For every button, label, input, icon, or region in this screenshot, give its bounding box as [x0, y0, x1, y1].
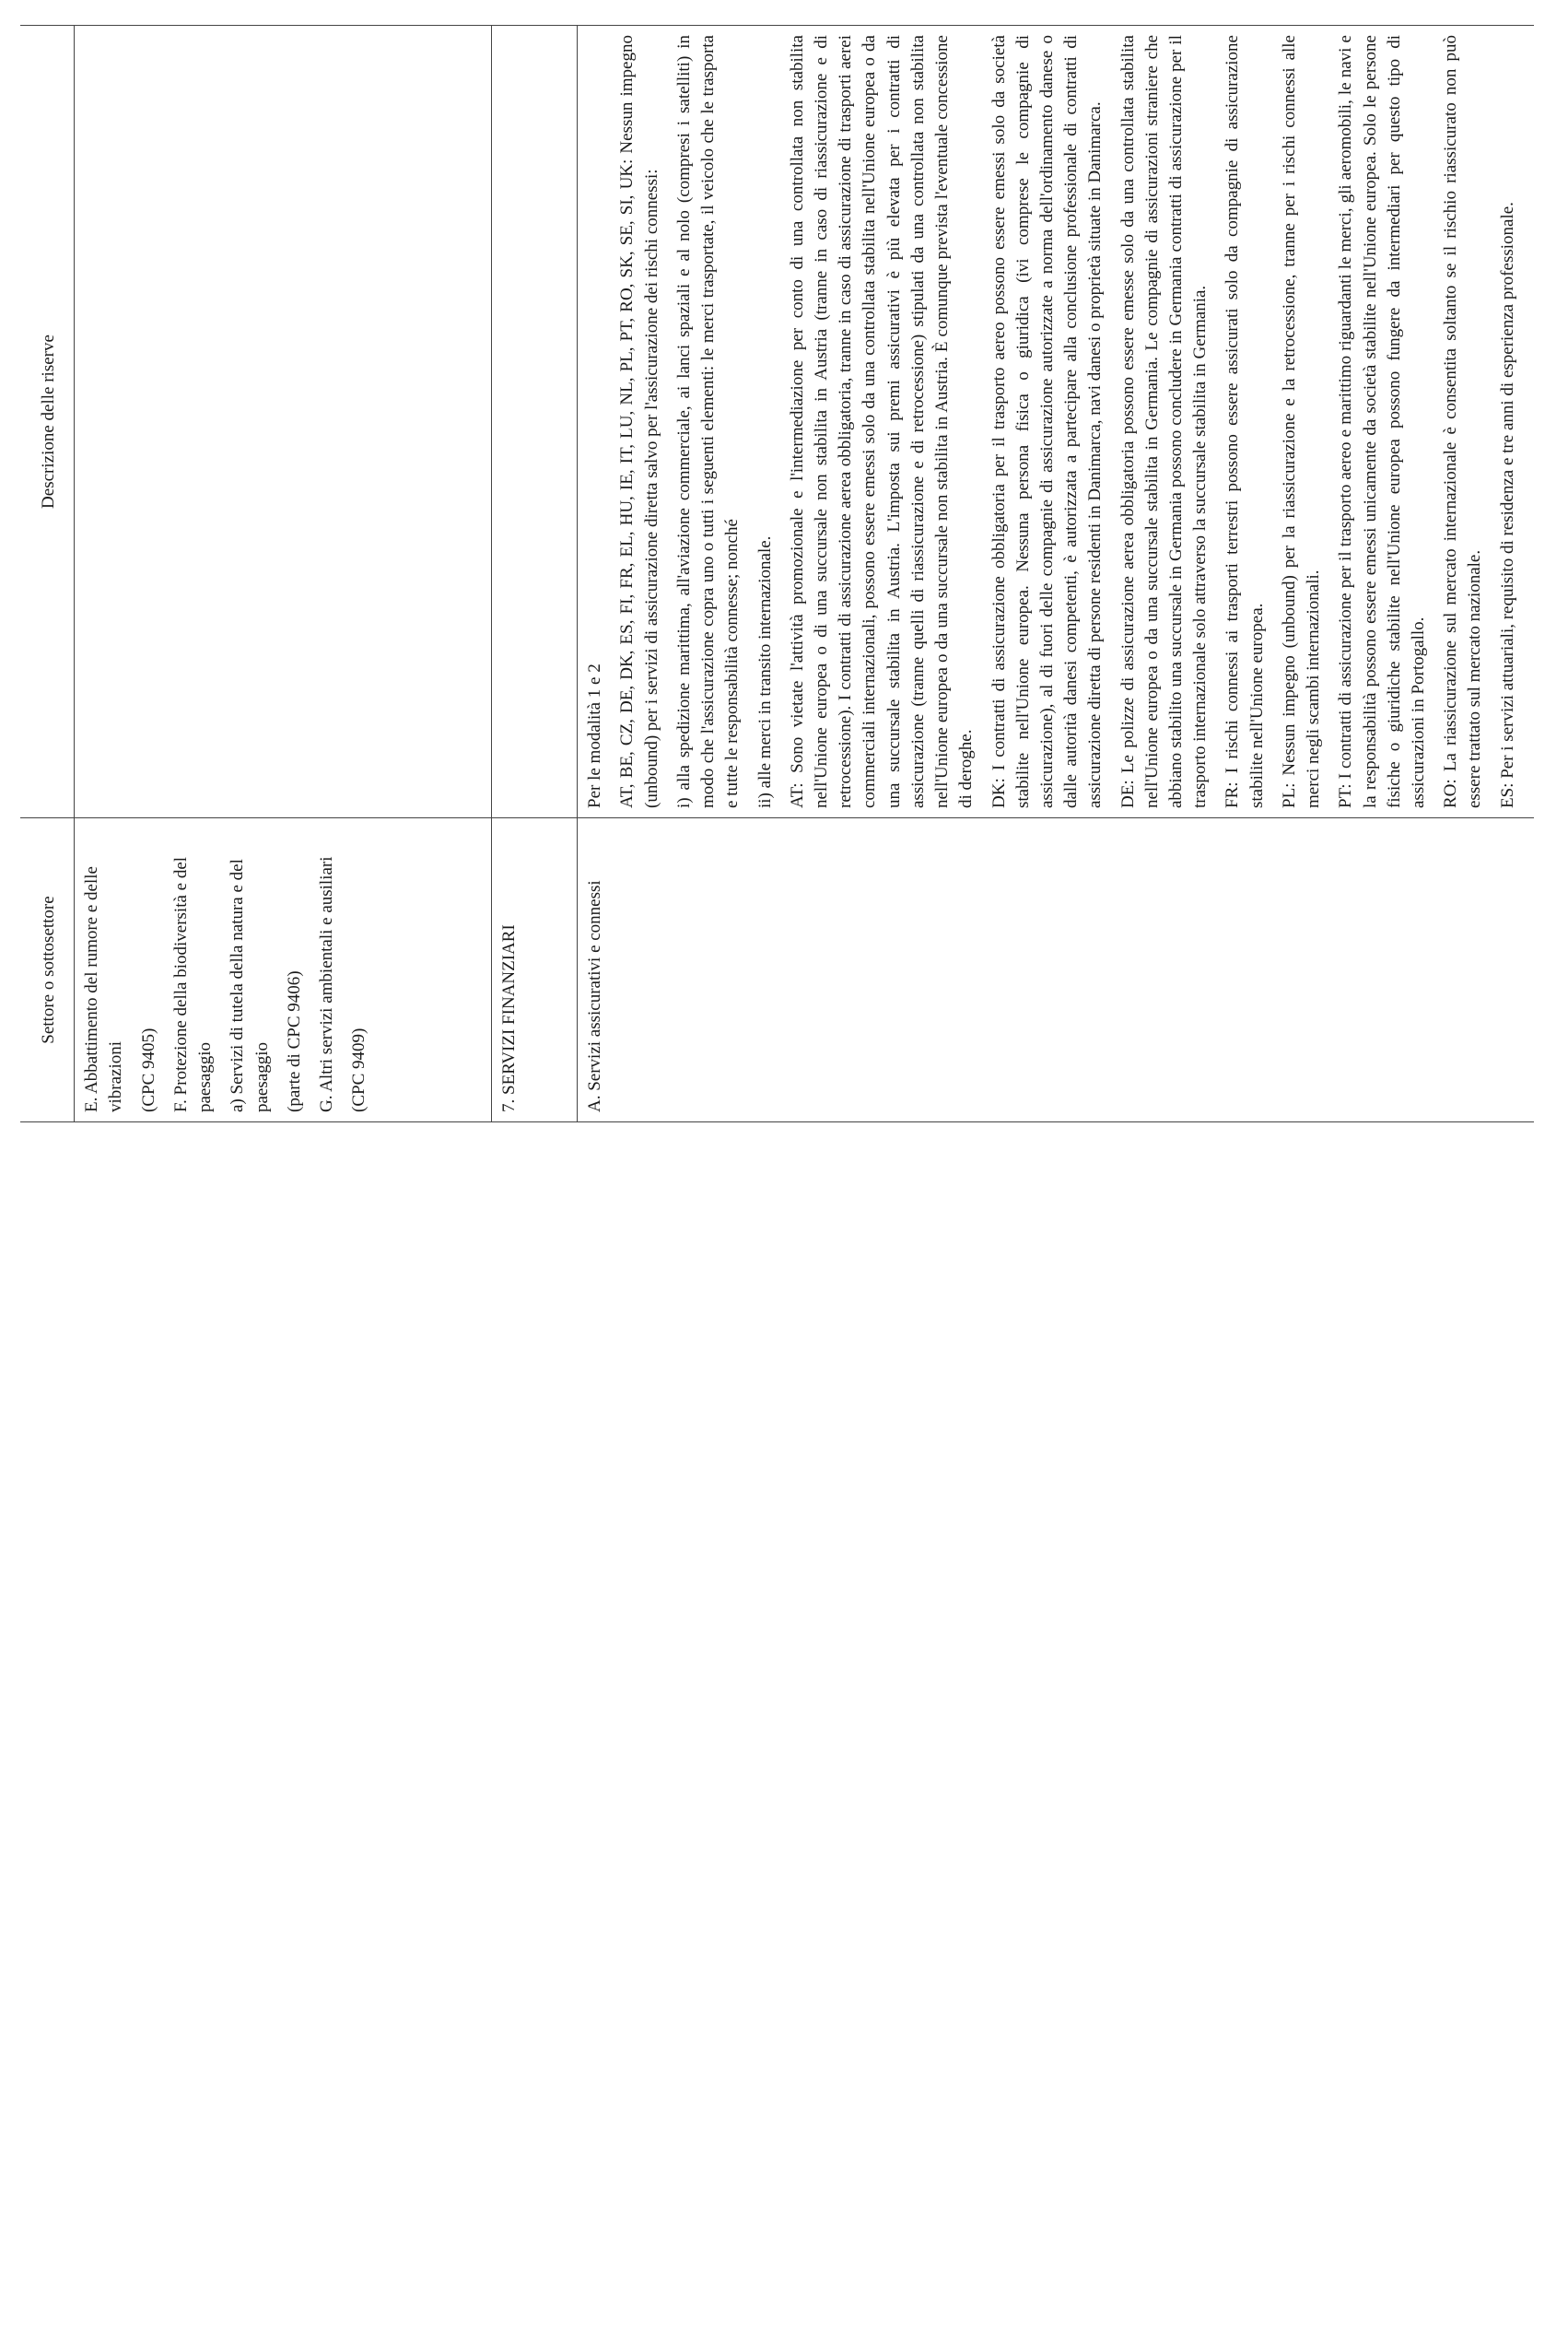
reservation-paragraph: DK: I contratti di assicurazione obbligatoria per il trasporto aereo possono essere emessi solo da società stabilite nell'Unione europea. Nessuna persona fisica o giuridica (ivi comprese le compagnie di assicurazione), al di fuori delle compagnie di assicurazione autorizzate a norma dell'ordinamento danese o dalle autorità danesi competenti, è autorizzata a partecipare alla conclusione professionale di contratti di assicurazione diretta di persone residenti in Danimarca, navi danesi o proprietà situate in Danimarca.	[989, 35, 1106, 808]
financial-services-heading: 7. SERVIZI FINANZIARI	[492, 818, 578, 1122]
financial-description-cell	[492, 26, 578, 818]
reservation-paragraph: ES: Per i servizi attuariali, requisito di residenza e tre anni di esperienza professionale.	[1497, 202, 1517, 808]
reservations-table	[20, 25, 1534, 1122]
insurance-description-cell	[578, 26, 1534, 818]
sector-line: G. Altri servizi ambientali e ausiliari	[316, 856, 336, 1112]
sector-line: F. Protezione della biodiversità e del paesaggio	[170, 856, 216, 1112]
reservation-paragraph: FR: I rischi connessi ai trasporti terrestri possono essere assicurati solo da compagnie di assicurazione stabilite nell'Unione europea.	[1223, 35, 1267, 808]
reservation-paragraph: AT, BE, CZ, DE, DK, ES, FI, FR, EL, HU, IE, IT, LU, NL, PL, PT, RO, SK, SE, SI, UK: Nessun impegno (unbound) per i servizi di assicurazione diretta salvo per l'assicurazione dei rischi connessi:	[617, 35, 661, 808]
sector-line: E. Abbattimento del rumore e delle vibrazioni	[82, 866, 126, 1112]
insurance-sector-cell: A. Servizi assicurativi e connessi	[578, 818, 1534, 1122]
description-column-header: Descrizione delle riserve	[20, 26, 75, 818]
sector-line: (CPC 9409)	[349, 1027, 369, 1112]
sector-line: (parte di CPC 9406)	[284, 970, 304, 1112]
reservation-paragraph: ii) alle merci in transito internazionale.	[755, 535, 775, 808]
environment-sector-cell	[75, 818, 492, 1122]
reservation-paragraph: PT: I contratti di assicurazione per il trasporto aereo e marittimo riguardanti le merci, gli aeromobili, le navi e la responsabilità possono essere emessi unicamente da società stabilite nell'Unione europea. Solo le persone fisiche o giuridiche stabilite nell'Unione europea possono fungere da intermediari per questo tipo di assicurazioni in Portogallo.	[1336, 35, 1428, 808]
table-row	[75, 26, 492, 1122]
sector-line: a) Servizi di tutela della natura e del paesaggio	[228, 859, 272, 1112]
table-row	[578, 26, 1534, 1122]
table-header-row	[20, 26, 75, 1122]
reservation-paragraph: AT: Sono vietate l'attività promozionale e l'intermediazione per conto di una controllata non stabilita nell'Unione europea o di una succursale non stabilita in Austria (tranne in caso di riassicurazione e di retrocessione). I contratti di assicurazione aerea obbligatoria, tranne in caso di assicurazione di trasporti aerei commerciali internazionali, possono essere emessi solo da una controllata stabilita nell'Unione europea o da una succursale stabilita in Austria. L'imposta sui premi assicurativi è più elevata per i contratti di assicurazione (tranne quelli di riassicurazione e di retrocessione) stipulati da una controllata non stabilita nell'Unione europea o da una succursale non stabilita in Austria. È comunque prevista l'eventuale concessione di deroghe.	[787, 35, 977, 808]
reservation-paragraph: Per le modalità 1 e 2	[585, 663, 605, 808]
environment-description-cell	[75, 26, 492, 818]
reservation-paragraph: i) alla spedizione marittima, all'aviazione commerciale, ai lanci spaziali e al nolo (compresi i satelliti) in modo che l'assicurazione copra uno o tutti i seguenti elementi: le merci trasportate, il veicolo che le trasporta e tutte le responsabilità connesse; nonché	[673, 35, 743, 808]
table-row	[492, 26, 578, 1122]
reservation-paragraph: RO: La riassicurazione sul mercato internazionale è consentita soltanto se il rischio riassicurato non può essere trattato sul mercato nazionale.	[1441, 35, 1485, 808]
sector-line: (CPC 9405)	[138, 1027, 158, 1112]
sector-column-header: Settore o sottosettore	[20, 818, 75, 1122]
reservation-paragraph: DE: Le polizze di assicurazione aerea obbligatoria possono essere emesse solo da una controllata stabilita nell'Unione europea o da una succursale stabilita in Germania. Le compagnie di assicurazioni straniere che abbiano stabilito una succursale in Germania possono concludere in Germania contratti di assicurazione per il trasporto internazionale solo attraverso la succursale stabilita in Germania.	[1117, 35, 1211, 808]
reservation-paragraph: PL: Nessun impegno (unbound) per la riassicurazione e la retrocessione, tranne per i rischi connessi alle merci negli scambi internazionali.	[1279, 35, 1324, 808]
